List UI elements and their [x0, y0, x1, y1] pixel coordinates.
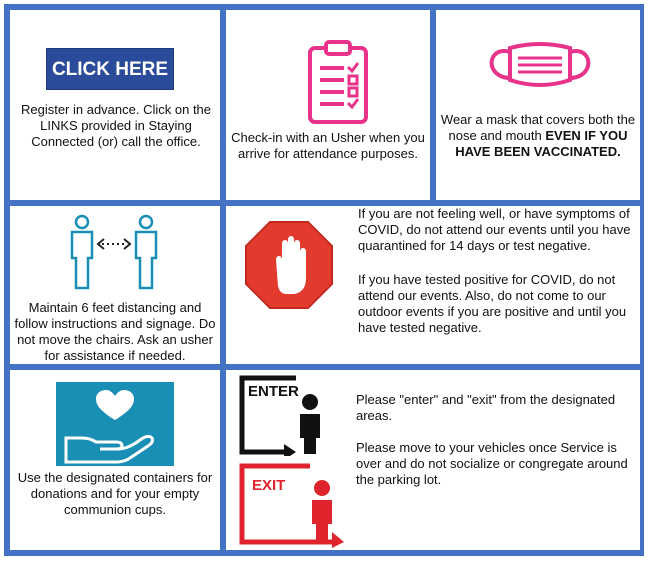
mask-cell: [436, 10, 640, 200]
enter-exit-para1: Please "enter" and "exit" from the designated areas.: [356, 392, 616, 423]
social-distancing-icon: [68, 214, 160, 290]
checkin-text: Check-in with an Usher when you arrive for attendance purposes.: [231, 130, 425, 161]
enter-exit-para2: Please move to your vehicles once Service is over and do not socialize or congregate around the parking lot.: [356, 440, 628, 487]
face-mask-icon: [488, 40, 592, 90]
stop-hand-icon: [244, 220, 334, 310]
exit-sign-icon: [238, 462, 346, 548]
mask-text-emphasis: EVEN IF YOU HAVE BEEN VACCINATED.: [455, 128, 628, 159]
enter-label: ENTER: [248, 383, 299, 400]
stop-para2: If you have tested positive for COVID, do not attend our events. Also, do not come to our outdoor events if you are positive and until you have tested negative.: [358, 272, 627, 335]
enter-exit-cell: [226, 370, 640, 550]
donations-text: Use the designated containers for donations and for your empty communion cups.: [17, 470, 213, 517]
mask-text-prefix: Wear a mask that covers both the nose and mouth: [440, 112, 636, 143]
enter-sign-icon: [238, 374, 330, 456]
distancing-cell: [10, 206, 220, 364]
heart-in-hand-icon: [56, 382, 174, 466]
clipboard-checklist-icon: [306, 40, 370, 126]
donations-cell: [10, 370, 220, 550]
stop-para1: If you are not feeling well, or have symptoms of COVID, do not attend our events until you have quarantined for 14 days or test negative.: [358, 206, 631, 253]
click-here-button[interactable]: CLICK HERE: [46, 48, 174, 90]
register-text: Register in advance. Click on the LINKS provided in Staying Connected (or) call the office.: [20, 102, 212, 149]
register-cell: [10, 10, 220, 200]
checkin-cell: [226, 10, 430, 200]
distancing-text: Maintain 6 feet distancing and follow instructions and signage. Do not move the chairs. Ask an usher for assistance if needed.: [14, 300, 216, 363]
exit-label: EXIT: [252, 477, 286, 494]
stop-cell: [226, 206, 640, 364]
mask-text: [438, 112, 638, 160]
